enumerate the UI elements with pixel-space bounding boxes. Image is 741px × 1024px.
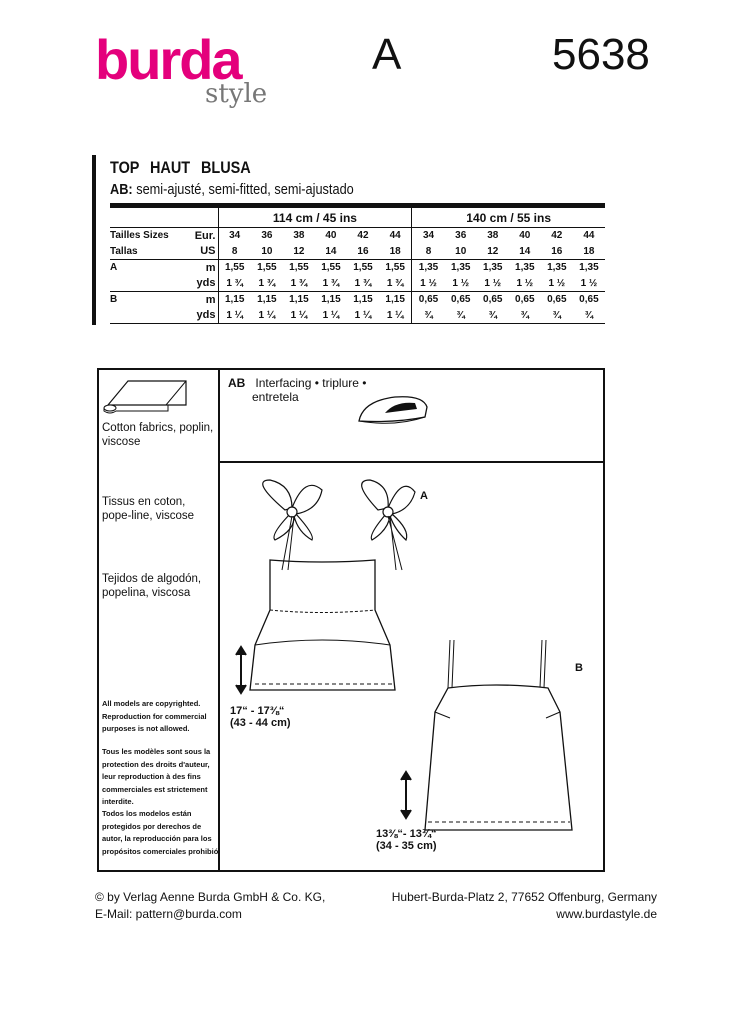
size-label: Tallas <box>110 244 190 260</box>
eur-size: 36 <box>455 230 467 242</box>
us-size: 10 <box>251 244 283 260</box>
meters-value: 1,15 <box>353 294 373 306</box>
us-size: 12 <box>283 244 315 260</box>
eur-size: 42 <box>357 230 369 242</box>
yards-value: ¾ <box>541 308 573 324</box>
unit-label: yds <box>190 276 218 292</box>
website-link[interactable]: www.burdastyle.de <box>556 907 657 921</box>
logo-sub: style <box>205 79 268 109</box>
eur-size: 38 <box>487 230 499 242</box>
yards-value: ¾ <box>477 308 509 324</box>
table-row <box>110 244 605 260</box>
meters-value: 1,15 <box>224 294 245 306</box>
view-a-illustration <box>230 470 450 700</box>
divider <box>218 461 605 463</box>
meters-value: 1,15 <box>321 294 341 306</box>
yards-value: 1 ½ <box>445 276 477 292</box>
length-arrow-icon <box>234 645 248 695</box>
us-size: 16 <box>347 244 379 260</box>
yards-value: 1 ¼ <box>379 308 412 324</box>
us-size: 8 <box>412 244 445 260</box>
interfacing-info: AB Interfacing • triplure • entretela <box>228 376 367 404</box>
blank <box>110 206 190 228</box>
us-size: 18 <box>379 244 412 260</box>
size-label: Tailles Sizes <box>110 230 169 242</box>
meters-value: 1,55 <box>289 262 309 274</box>
burda-style-logo <box>95 28 270 109</box>
us-size: 14 <box>509 244 541 260</box>
meters-value: 1,15 <box>379 292 412 308</box>
fabric-fr: Tissus en coton, pope-line, viscose <box>102 496 195 522</box>
meters-value: 0,65 <box>450 294 471 306</box>
publisher-line: © by Verlag Aenne Burda GmbH & Co. KG, Hubert-Burda-Platz 2, 77652 Offenburg, Germany <box>95 890 657 904</box>
eur-size: 34 <box>229 230 241 242</box>
meters-value: 1,35 <box>450 262 471 274</box>
yards-value: ¾ <box>509 308 541 324</box>
fit-description: AB: semi-ajusté, semi-fitted, semi-ajustado <box>110 181 354 198</box>
meters-value: 1,35 <box>579 262 599 274</box>
unit-label: yds <box>190 308 218 324</box>
meters-value: 1,15 <box>289 294 309 306</box>
table-row <box>110 206 605 228</box>
meters-value: 1,15 <box>257 294 277 306</box>
meters-value: 0,65 <box>515 294 535 306</box>
copyright-fr: Tous les modèles sont sous la protection des droits d'auteur, leur reproduction à des fins commerciales est strictement interdite. <box>102 747 211 806</box>
email-link[interactable]: E-Mail: pattern@burda.com <box>95 907 242 921</box>
table-row <box>110 308 605 324</box>
copyright-en: All models are copyrighted. Reproduction for commercial purposes is not allowed. <box>102 699 207 733</box>
blank <box>190 206 218 228</box>
yards-value: ¾ <box>445 308 477 324</box>
yards-value: 1 ½ <box>477 276 509 292</box>
table-row <box>110 292 605 308</box>
view-a-length: 17“ - 17⅜“ (43 - 44 cm) <box>230 705 291 729</box>
unit-label: m <box>190 292 218 308</box>
meters-value: 0,65 <box>418 294 439 306</box>
eur-size: 42 <box>551 230 563 242</box>
view-a-label: A <box>420 490 428 502</box>
yards-value: 1 ¼ <box>283 308 315 324</box>
width-header: 140 cm / 55 ins <box>412 206 605 228</box>
yards-value: ¾ <box>412 308 445 324</box>
fabric-es: Tejidos de algodón, popelina, viscosa <box>102 573 202 599</box>
meters-value: 1,35 <box>418 262 439 274</box>
blank <box>110 308 190 324</box>
meters-value: 1,55 <box>353 262 373 274</box>
meters-value: 0,65 <box>547 294 567 306</box>
yards-value: 1 ½ <box>541 276 573 292</box>
view-b-label: B <box>575 662 583 674</box>
us-label: US <box>190 244 218 260</box>
eur-size: 36 <box>261 230 273 242</box>
copyright-es: Todos los modelos están protegidos por derechos de autor, la reproducción para los propósitos comerciales prohibió <box>102 809 219 856</box>
unit-label: m <box>190 260 218 276</box>
yards-value: 1 ¼ <box>315 308 347 324</box>
us-size: 16 <box>541 244 573 260</box>
length-arrow-icon <box>399 770 413 820</box>
yards-value: ¾ <box>573 308 605 324</box>
us-size: 8 <box>218 244 251 260</box>
us-size: 10 <box>445 244 477 260</box>
yards-value: 1 ¾ <box>379 276 412 292</box>
view-letter: A <box>372 30 402 79</box>
us-size: 14 <box>315 244 347 260</box>
view-label: B <box>110 294 118 306</box>
yardage-table <box>110 203 605 324</box>
page-title: TOP HAUT BLUSA <box>110 158 251 177</box>
us-size: 12 <box>477 244 509 260</box>
yards-value: 1 ½ <box>412 276 445 292</box>
yards-value: 1 ¾ <box>347 276 379 292</box>
blank <box>110 276 190 292</box>
table-row <box>110 260 605 276</box>
eur-label: Eur. <box>190 228 218 244</box>
eur-size: 38 <box>293 230 305 242</box>
fabric-roll-icon <box>100 375 190 417</box>
fabric-en: Cotton fabrics, poplin, viscose <box>102 422 214 448</box>
view-label: A <box>110 262 118 274</box>
eur-size: 34 <box>422 230 435 242</box>
yards-value: 1 ¼ <box>218 308 251 324</box>
meters-value: 0,65 <box>579 294 599 306</box>
meters-value: 1,35 <box>515 262 535 274</box>
meters-value: 1,55 <box>379 260 412 276</box>
view-b-illustration <box>420 640 580 840</box>
pattern-number: 5638 <box>552 30 650 79</box>
contact-line <box>95 907 657 921</box>
divider <box>92 155 96 325</box>
yards-value: 1 ¾ <box>315 276 347 292</box>
meters-value: 1,35 <box>483 262 503 274</box>
eur-size: 44 <box>379 228 412 244</box>
meters-value: 1,55 <box>224 262 245 274</box>
table-row <box>110 276 605 292</box>
width-header: 114 cm / 45 ins <box>218 206 412 228</box>
yards-value: 1 ¾ <box>283 276 315 292</box>
eur-size: 40 <box>325 230 337 242</box>
us-size: 18 <box>573 244 605 260</box>
eur-size: 44 <box>583 230 595 242</box>
table-row <box>110 228 605 244</box>
yards-value: 1 ½ <box>509 276 541 292</box>
yards-value: 1 ¼ <box>251 308 283 324</box>
yards-value: 1 ½ <box>573 276 605 292</box>
iron-icon <box>355 393 430 428</box>
meters-value: 1,55 <box>257 262 277 274</box>
view-b-length: 13⅜“- 13¾“ (34 - 35 cm) <box>376 828 437 852</box>
eur-size: 40 <box>519 230 531 242</box>
meters-value: 1,55 <box>321 262 341 274</box>
meters-value: 0,65 <box>483 294 503 306</box>
logo-brand: burda <box>95 28 241 91</box>
yards-value: 1 ¾ <box>251 276 283 292</box>
yards-value: 1 ¼ <box>347 308 379 324</box>
yards-value: 1 ¾ <box>218 276 251 292</box>
meters-value: 1,35 <box>547 262 567 274</box>
